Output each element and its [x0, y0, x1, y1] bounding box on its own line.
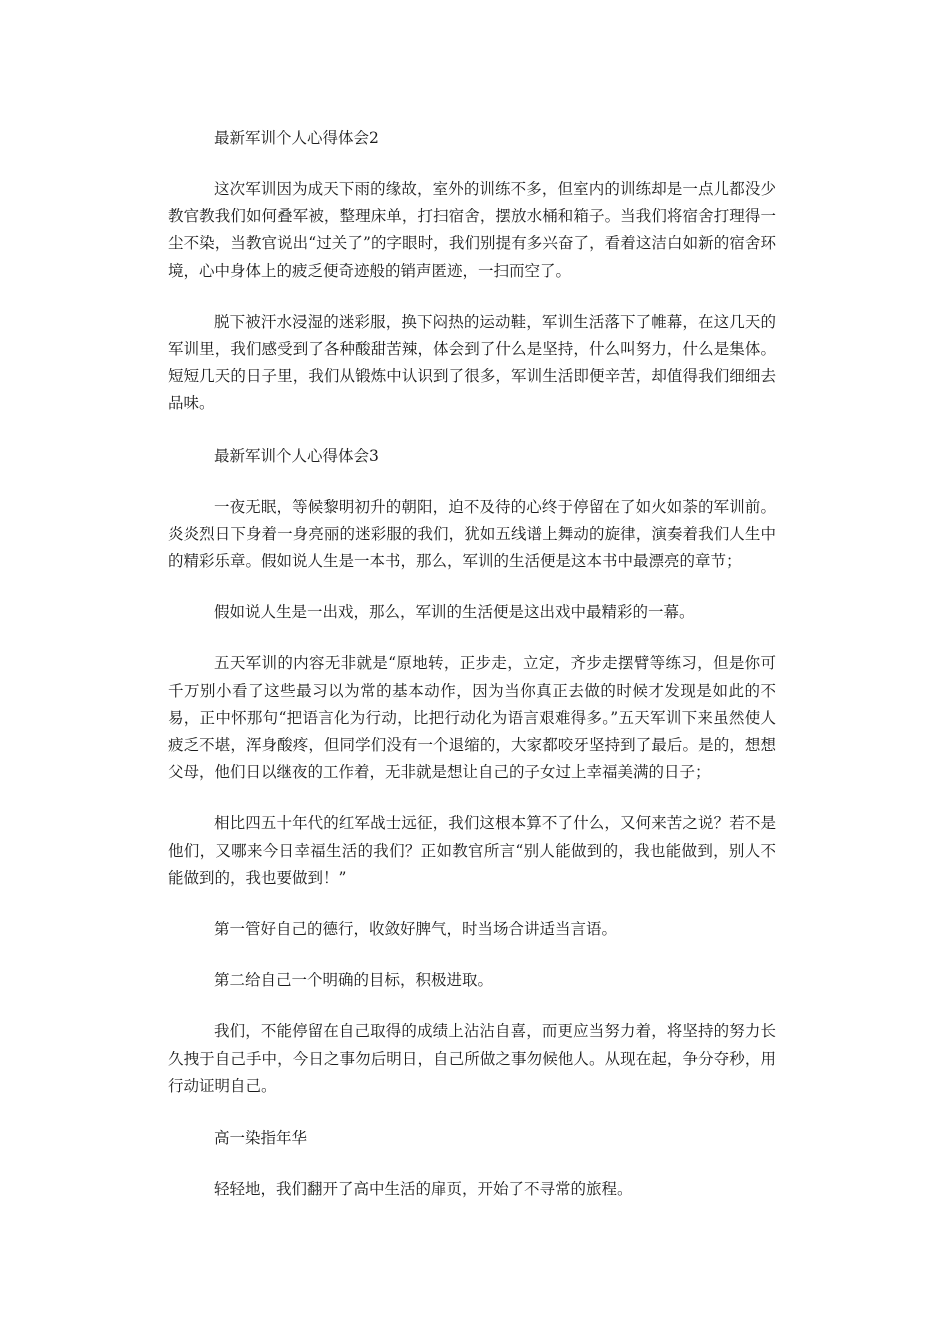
section-title-essay-4: 高一染指年华: [214, 1129, 308, 1148]
section-title-essay-3: 最新军训个人心得体会3: [214, 446, 379, 465]
paragraph: 第二给自己一个明确的目标，积极进取。: [214, 971, 494, 990]
paragraph: 五天军训的内容无非就是“原地转，正步走，立定，齐步走摆臂等练习，但是你可千万别小看了这些最习以为常的基本动作，因为当你真正去做的时候才发现是如此的不易，正中怀那句“把语言化为行动，比把行动化为语言艰难得多。”五天军训下来虽然使人疲乏不堪，浑身酸疼，但同学们没有一个退缩的，大家都咬牙坚持到了最后。是的，想想父母，他们日以继夜的工作着，无非就是想让自己的子女过上幸福美满的日子；: [168, 654, 776, 782]
paragraph: 我们，不能停留在自己取得的成绩上沾沾自喜，而更应当努力着，将坚持的努力长久拽于自己手中，今日之事勿后明日，自己所做之事勿候他人。从现在起，争分夺秒，用行动证明自己。: [168, 1022, 776, 1095]
document-body: [168, 124, 776, 1227]
paragraph: 脱下被汗水浸湿的迷彩服，换下闷热的运动鞋，军训生活落下了帷幕，在这几天的军训里，我们感受到了各种酸甜苦辣，体会到了什么是坚持，什么叫努力，什么是集体。短短几天的日子里，我们从锻炼中认识到了很多，军训生活即便辛苦，却值得我们细细去品味。: [168, 312, 776, 413]
paragraph: 一夜无眠，等候黎明初升的朝阳，迫不及待的心终于停留在了如火如荼的军训前。炎炎烈日下身着一身亮丽的迷彩服的我们，犹如五线谱上舞动的旋律，演奏着我们人生中的精彩乐章。假如说人生是一本书，那么，军训的生活便是这本书中最漂亮的章节；: [168, 497, 776, 571]
paragraph: 这次军训因为成天下雨的缘故，室外的训练不多，但室内的训练却是一点儿都没少教官教我们如何叠军被，整理床单，打扫宿舍，摆放水桶和箱子。当我们将宿舍打理得一尘不染，当教官说出“过关了”的字眼时，我们别提有多兴奋了，看着这洁白如新的宿舍环境，心中身体上的疲乏便奇迹般的销声匿迹，一扫而空了。: [168, 180, 776, 280]
section-title-essay-2: 最新军训个人心得体会2: [214, 129, 379, 147]
paragraph: 相比四五十年代的红军战士远征，我们这根本算不了什么，又何来苦之说？若不是他们，又哪来今日幸福生活的我们？正如教官所言“别人能做到的，我也能做到，别人不能做到的，我也要做到！”: [168, 814, 776, 887]
paragraph: 第一管好自己的德行，收敛好脾气，时当场合讲适当言语。: [214, 920, 618, 939]
paragraph: 假如说人生是一出戏，那么，军训的生活便是这出戏中最精彩的一幕。: [214, 603, 695, 622]
paragraph: 轻轻地，我们翻开了高中生活的扉页，开始了不寻常的旅程。: [214, 1180, 633, 1199]
